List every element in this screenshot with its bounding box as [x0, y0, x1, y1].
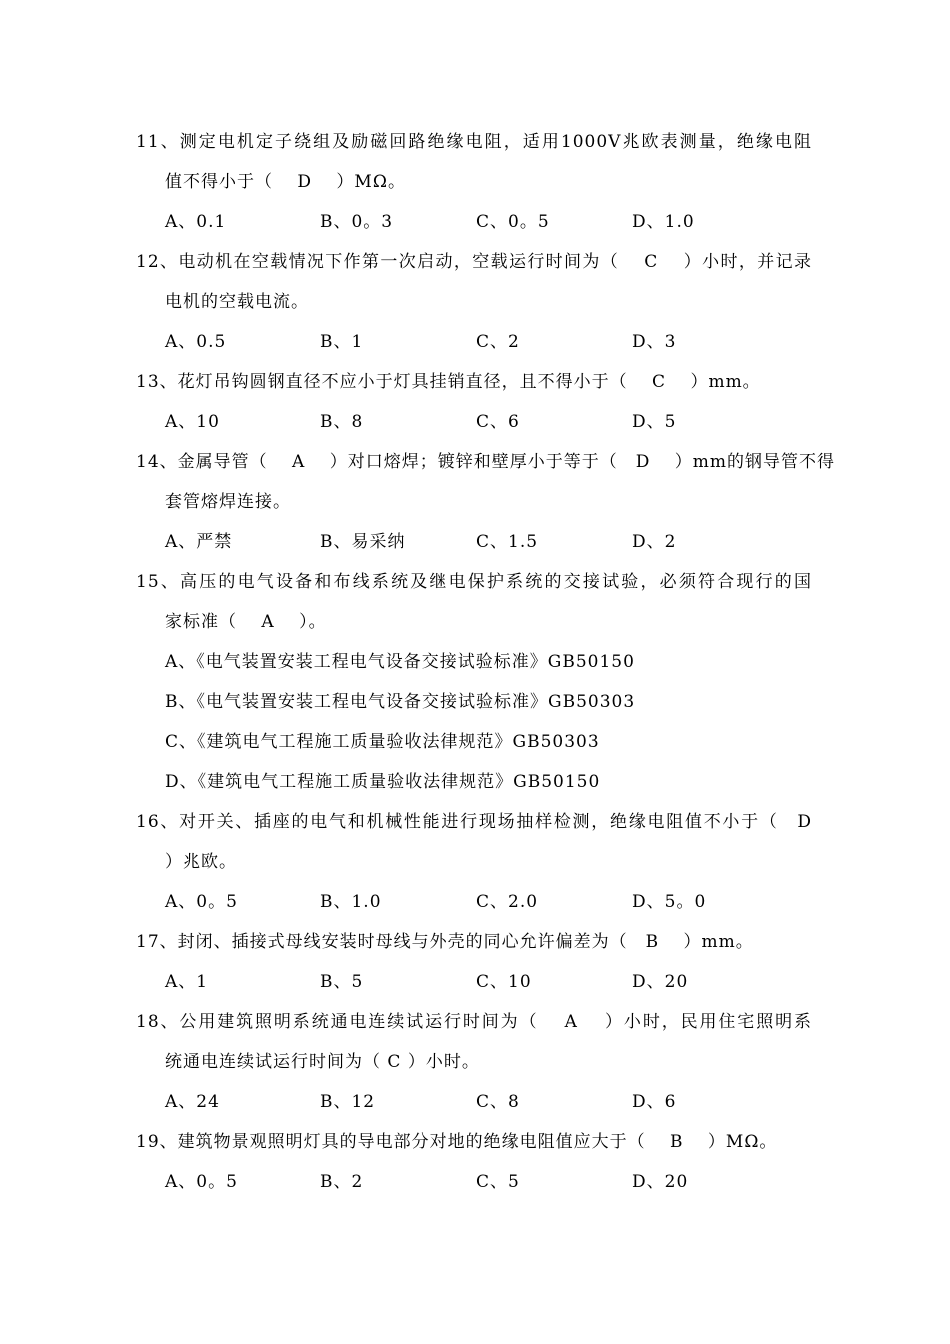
q13-option-b: B、8 [320, 412, 364, 432]
q15-option-a: A、《电气装置安装工程电气设备交接试验标准》GB50150 [165, 652, 635, 672]
q13-option-d: D、5 [632, 412, 677, 432]
q12-option-a: A、0.5 [165, 332, 227, 352]
q19-option-d: D、20 [632, 1172, 689, 1192]
q11-option-d: D、1.0 [632, 212, 695, 232]
question-11-line1: 11、测定电机定子绕组及励磁回路绝缘电阻，适用1000V兆欧表测量，绝缘电阻 [136, 132, 812, 152]
question-18-line2: 统通电连续试运行时间为（ C ）小时。 [165, 1052, 480, 1072]
q12-option-d: D、3 [632, 332, 677, 352]
question-13-line1: 13、花灯吊钩圆钢直径不应小于灯具挂销直径，且不得小于（ C ）mm。 [136, 372, 761, 392]
q12-option-b: B、1 [320, 332, 364, 352]
q19-option-b: B、2 [320, 1172, 364, 1192]
question-14-line1: 14、金属导管（ A ）对口熔焊；镀锌和壁厚小于等于（ D ）mm的钢导管不得 [136, 452, 835, 472]
question-18-line1: 18、公用建筑照明系统通电连续试运行时间为（ A ）小时，民用住宅照明系 [136, 1012, 812, 1032]
q17-option-d: D、20 [632, 972, 689, 992]
q11-option-a: A、0.1 [165, 212, 227, 232]
q17-option-b: B、5 [320, 972, 364, 992]
q18-option-c: C、8 [476, 1092, 520, 1112]
q11-option-b: B、0。3 [320, 212, 394, 232]
q16-option-d: D、5。0 [632, 892, 707, 912]
question-11-line2: 值不得小于（ D ）MΩ。 [165, 172, 406, 192]
q17-option-a: A、1 [165, 972, 209, 992]
question-15-line1: 15、高压的电气设备和布线系统及继电保护系统的交接试验，必须符合现行的国 [136, 572, 812, 592]
q19-option-a: A、0。5 [165, 1172, 238, 1192]
q18-option-a: A、24 [165, 1092, 220, 1112]
q15-option-b: B、《电气装置安装工程电气设备交接试验标准》GB50303 [165, 692, 636, 712]
q18-option-d: D、6 [632, 1092, 677, 1112]
q14-option-a: A、严禁 [165, 532, 233, 552]
q13-option-c: C、6 [476, 412, 520, 432]
q17-option-c: C、10 [476, 972, 532, 992]
question-14-line2: 套管熔焊连接。 [165, 492, 291, 512]
question-17-line1: 17、封闭、插接式母线安装时母线与外壳的同心允许偏差为（ B ）mm。 [136, 932, 754, 952]
question-15-line2: 家标准（ A ）。 [165, 612, 327, 632]
question-16-line1: 16、对开关、插座的电气和机械性能进行现场抽样检测，绝缘电阻值不小于（ D [136, 812, 812, 832]
q14-option-b: B、易采纳 [320, 532, 406, 552]
question-12-line1: 12、电动机在空载情况下作第一次启动，空载运行时间为（ C ）小时，并记录 [136, 252, 812, 272]
q11-option-c: C、0。5 [476, 212, 550, 232]
q15-option-c: C、《建筑电气工程施工质量验收法律规范》GB50303 [165, 732, 600, 752]
q16-option-c: C、2.0 [476, 892, 539, 912]
q13-option-a: A、10 [165, 412, 220, 432]
question-19-line1: 19、建筑物景观照明灯具的导电部分对地的绝缘电阻值应大于（ B ）MΩ。 [136, 1132, 778, 1152]
question-16-line2: ）兆欧。 [165, 852, 237, 872]
q16-option-a: A、0。5 [165, 892, 238, 912]
q14-option-d: D、2 [632, 532, 677, 552]
q14-option-c: C、1.5 [476, 532, 539, 552]
q16-option-b: B、1.0 [320, 892, 382, 912]
q19-option-c: C、5 [476, 1172, 520, 1192]
q15-option-d: D、《建筑电气工程施工质量验收法律规范》GB50150 [165, 772, 601, 792]
q12-option-c: C、2 [476, 332, 520, 352]
question-12-line2: 电机的空载电流。 [165, 292, 309, 312]
q18-option-b: B、12 [320, 1092, 376, 1112]
